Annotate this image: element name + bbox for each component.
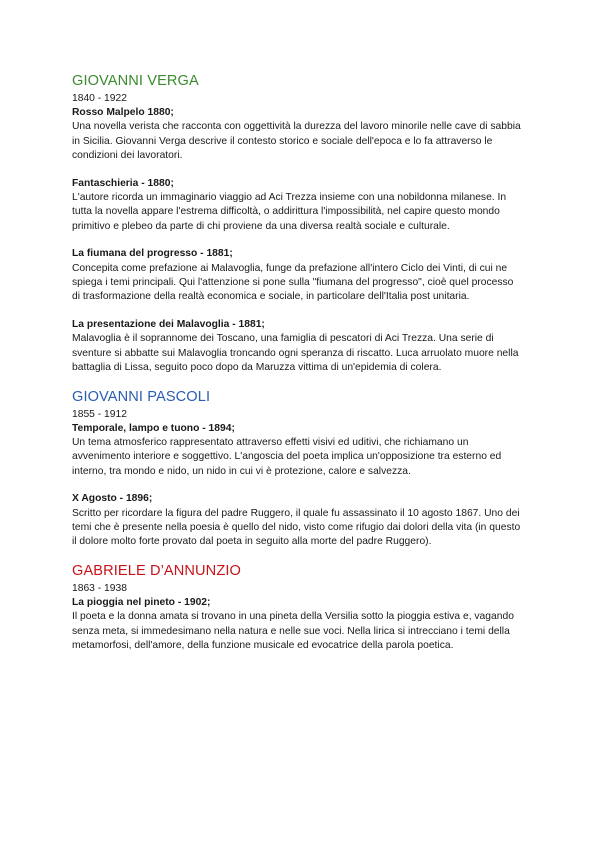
work-description: Concepita come prefazione ai Malavoglia, funge da prefazione all'intero Ciclo dei Vinti, di cui ne spiega i temi principali. Qui l'attenzione si pone sulla "fiumana del progresso", cioè quel processo di trasformazione della realtà economica e sociale, in particolare dell'Italia post unitaria. [72, 262, 514, 303]
work-description: Scritto per ricordare la figura del padre Ruggero, il quale fu assassinato il 10 agosto 1867. Uno dei temi che è presente nella poesia è quello del nido, visto come rifugio dai dolori della vita (in questo il dolore molto forte provato dal poeta in seguito alla morte del padre Ruggero). [72, 507, 521, 548]
work-title: Temporale, lampo e tuono - 1894; [72, 422, 235, 434]
author-dates: 1855 - 1912 [72, 408, 127, 420]
work-description: Una novella verista che racconta con oggettività la durezza del lavoro minorile nelle cave di sabbia in Sicilia. Giovanni Verga descrive il contesto storico e sociale dell'epoca e lo fa attraverso le condizioni dei lavoratori. [72, 121, 521, 162]
work-item [72, 596, 524, 654]
work-item [72, 106, 524, 164]
author-name: GIOVANNI PASCOLI [72, 388, 211, 405]
author-name: GIOVANNI VERGA [72, 73, 199, 89]
work-description: L'autore ricorda un immaginario viaggio ad Aci Trezza insieme con una nobildonna milanese. In tutta la novella appare l'estrema difficoltà, o addirittura l'impossibilità, nel capire questo mondo primitivo e plebeo da parte di chi proviene da una diversa realtà sociale e culturale. [72, 192, 507, 232]
author-section-pascoli [72, 387, 524, 550]
author-dates: 1840 - 1922 [72, 93, 127, 104]
work-title: Fantaschieria - 1880; [72, 177, 174, 189]
author-section-dannunzio [72, 561, 524, 654]
work-title: La presentazione dei Malavoglia - 1881; [72, 318, 265, 330]
author-section-verga [72, 71, 524, 376]
author-dates: 1863 - 1938 [72, 582, 127, 594]
work-title: X Agosto - 1896; [72, 493, 153, 505]
work-title: La fiumana del progresso - 1881; [72, 248, 233, 260]
work-item [72, 318, 524, 376]
work-item [72, 247, 524, 305]
work-item [72, 422, 524, 480]
work-description: Un tema atmosferico rappresentato attraverso effetti visivi ed uditivi, che richiamano un avvenimento interiore e soggettivo. L'angoscia del poeta implica un'opposizione tra esterno ed interno, tra mondo e nido, un nido in cui vi è protezione, calore e salvezza. [72, 436, 502, 477]
work-title: Rosso Malpelo 1880; [72, 107, 174, 118]
work-description: Malavoglia è il soprannome dei Toscano, una famiglia di pescatori di Aci Trezza. Una serie di sventure si abbatte sui Malavoglia troncando ogni speranza di riscatto. Luca arruolato muore nella battaglia di Lissa, seguito poco dopo da Maruzza vittima di un'epidemia di colera. [72, 333, 519, 374]
work-item [72, 492, 524, 550]
author-name: GABRIELE D’ANNUNZIO [72, 562, 241, 579]
work-title: La pioggia nel pineto - 1902; [72, 596, 211, 608]
document-page [72, 71, 524, 664]
work-description: Il poeta e la donna amata si trovano in una pineta della Versilia sotto la pioggia estiva e, vagando senza meta, si immedesimano nella natura e nelle sue voci. Nella lirica si intrecciano i temi della metamorfosi, dell'amore, della funzione musicale ed evocatrice della parola poetica. [72, 611, 514, 651]
work-item [72, 177, 524, 235]
